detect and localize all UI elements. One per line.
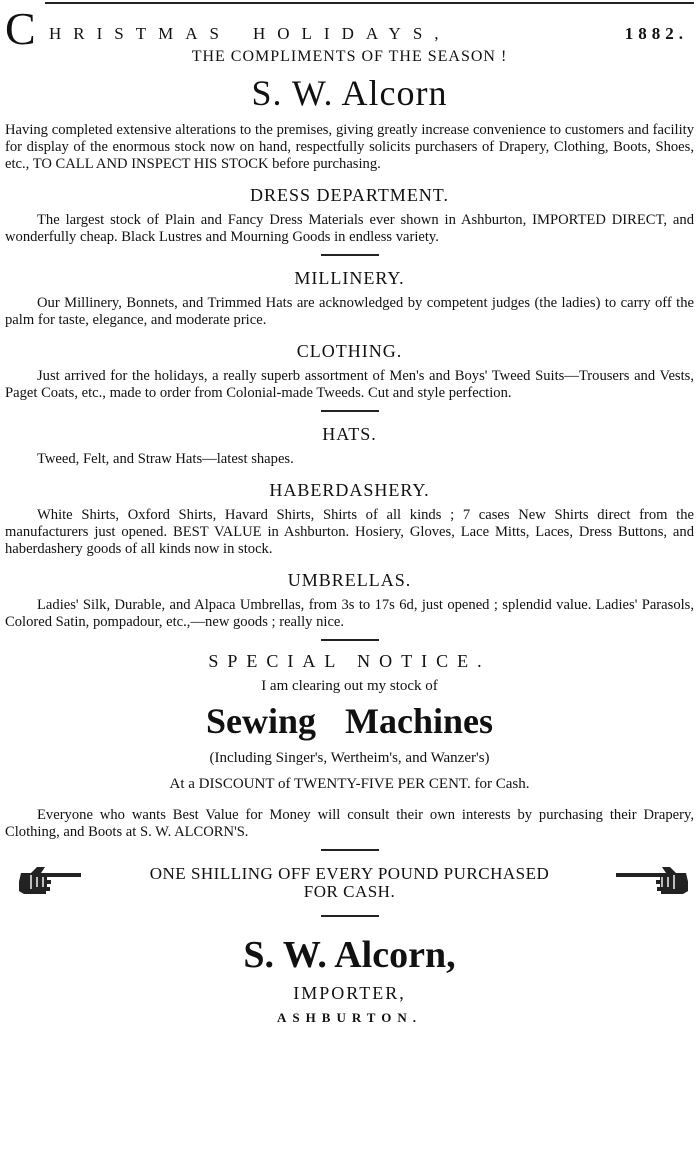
merchant-name-top: S. W. Alcorn [251, 73, 448, 113]
advertisement-page [0, 2, 700, 1166]
special-notice-intro: I am clearing out my stock of [261, 678, 438, 694]
sewing-machines-headline: Sewing Machines [205, 701, 493, 741]
section-title-millinery: MILLINERY. [294, 268, 405, 288]
discount-line: At a DISCOUNT of TWENTY-FIVE PER CENT. for Cash. [169, 776, 530, 792]
special-notice [5, 651, 694, 793]
section-text-millinery: Our Millinery, Bonnets, and Trimmed Hats are acknowledged by competent judges (the ladies) to carry off the palm for taste, elegance, and moderate price. [5, 295, 694, 328]
header-title [49, 24, 451, 44]
section-title-haberdashery: HABERDASHERY. [269, 480, 430, 500]
pointing-hand-left-icon [612, 863, 688, 906]
section-haberdashery [5, 480, 694, 558]
location-line: ASHBURTON. [277, 1010, 422, 1025]
header-word-1: HRISTMAS [49, 24, 231, 43]
section-divider [321, 254, 379, 256]
shilling-line-1: ONE SHILLING OFF EVERY POUND PURCHASED [149, 864, 550, 883]
header-year: 1882. [624, 24, 688, 43]
section-divider [321, 410, 379, 412]
section-hats [5, 424, 694, 468]
section-text-haberdashery: White Shirts, Oxford Shirts, Havard Shirts, Shirts of all kinds ; 7 cases New Shirts direct from the manufacturers just opened. BEST VALUE in Ashburton. Hosiery, Gloves, Lace Mitts, Laces, Dress Buttons, and haberdashery goods of all kinds now in stock. [5, 507, 694, 557]
pointing-hand-right-icon [19, 863, 85, 904]
section-title-clothing: CLOTHING. [296, 341, 403, 361]
shilling-offer [5, 863, 694, 909]
section-title-umbrellas: UMBRELLAS. [287, 570, 412, 590]
section-umbrellas [5, 570, 694, 641]
header-initial: C [5, 3, 36, 54]
section-text-dress: The largest stock of Plain and Fancy Dress Materials ever shown in Ashburton, IMPORTED DIRECT, and wonderfully cheap. Black Lustres and Mourning Goods in endless variety. [5, 212, 694, 245]
section-millinery [5, 268, 694, 329]
section-text-hats: Tweed, Felt, and Straw Hats—latest shapes. [37, 451, 294, 467]
section-divider [321, 915, 379, 917]
section-divider [321, 849, 379, 851]
section-dress [5, 185, 694, 256]
header [5, 3, 694, 54]
special-notice-title: SPECIAL NOTICE. [208, 651, 491, 671]
shilling-offer-text [5, 863, 694, 901]
shilling-line-2: FOR CASH. [303, 882, 396, 901]
section-title-hats: HATS. [322, 424, 377, 444]
header-word-2: HOLIDAYS, [252, 24, 451, 43]
merchant-name-bottom: S. W. Alcorn, [243, 934, 456, 976]
importer-line: IMPORTER, [293, 983, 406, 1003]
compliments-line: THE COMPLIMENTS OF THE SEASON ! [191, 48, 508, 65]
section-divider [321, 639, 379, 641]
intro-paragraph: Having completed extensive alterations to the premises, giving greatly increase convenience to customers and facility for display of the enormous stock now on hand, respectfully solicits purchasers of Drapery, Clothing, Boots, Shoes, etc., TO CALL AND INSPECT HIS STOCK before purchasing. [5, 122, 694, 172]
section-clothing [5, 341, 694, 412]
best-value-paragraph: Everyone who wants Best Value for Money will consult their own interests by purchasing their Drapery, Clothing, and Boots at S. W. ALCORN'S. [5, 807, 694, 840]
section-text-clothing: Just arrived for the holidays, a really superb assortment of Men's and Boys' Tweed Suits—Trousers and Vests, Paget Coats, etc., made to order from Colonial-made Tweeds. Cut and style perfection. [5, 368, 694, 401]
section-text-umbrellas: Ladies' Silk, Durable, and Alpaca Umbrellas, from 3s to 17s 6d, just opened ; splendid value. Ladies' Parasols, Colored Satin, pompadour, etc.,—new goods ; really nice. [5, 597, 694, 630]
section-title-dress: DRESS DEPARTMENT. [250, 185, 449, 205]
sewing-machine-brands: (Including Singer's, Wertheim's, and Wanzer's) [209, 750, 490, 766]
